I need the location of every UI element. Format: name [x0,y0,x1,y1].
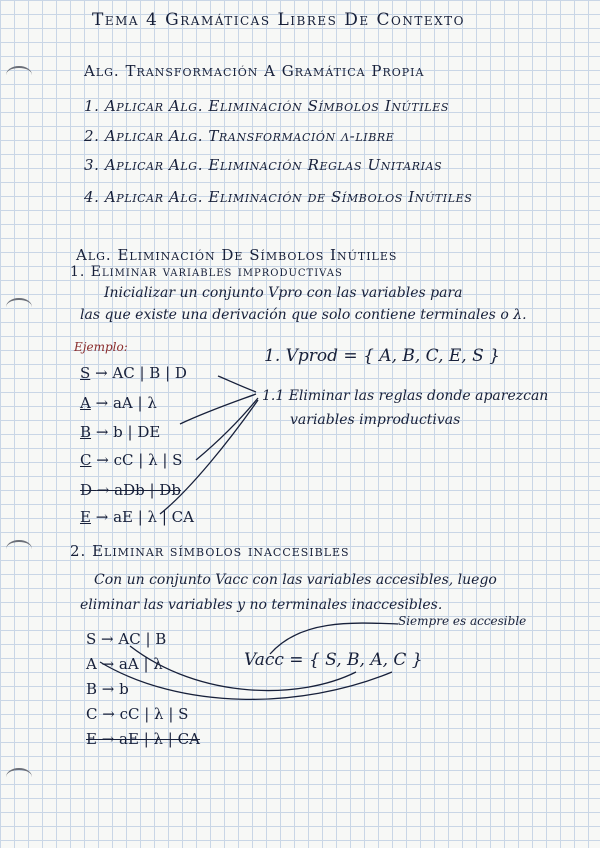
binder-hole-icon [6,768,32,786]
section1-step-1: 1. Aplicar Alg. Eliminación Símbolos Inútiles [84,97,449,115]
accessible-rule-c: C → cC | λ | S [86,705,189,723]
section2-heading: Alg. Eliminación De Símbolos Inútiles [76,246,398,264]
section3-description-line2: eliminar las variables y no terminales inaccesibles. [80,597,443,613]
rule-body: → b | DE [95,423,161,441]
rule-head: C [80,451,92,469]
rule-head: B [80,423,92,441]
page-title: Tema 4 Gramáticas Libres De Contexto [92,10,466,30]
section2-description-line2: las que existe una derivación que solo contiene terminales o λ. [80,307,527,323]
grammar-rule-a [80,394,157,412]
grammar-rule-s [80,364,187,382]
arrow-to-rule-s [218,376,256,392]
accessible-rule-a: A → aA | λ [86,655,163,673]
example-label: Ejemplo: [74,340,128,354]
note-line2: variables improductivas [290,412,461,428]
rule-body: → aDb | Db [96,481,181,499]
accessible-rule-s: S → AC | B [86,630,167,648]
rule-body: → AC | B | D [95,364,187,382]
binder-hole-icon [6,540,32,558]
vacc-set: Vacc = { S, B, A, C } [244,650,423,670]
rule-body: → aA | λ [95,394,157,412]
grammar-rule-d-struck [80,481,181,499]
section2-subheading: 1. Eliminar variables improductivas [70,264,343,280]
arrow-to-rule-c [196,398,258,460]
rule-head: E [80,508,91,526]
rule-head: A [80,394,91,412]
vprod-set: 1. Vprod = { A, B, C, E, S } [264,346,500,366]
rule-body: → aE | λ | CA [95,508,194,526]
binder-hole-icon [6,298,32,316]
section3-heading: 2. Eliminar símbolos inaccesibles [70,542,350,560]
arrow-to-rule-b [180,394,256,424]
binder-hole-icon [6,66,32,84]
grammar-rule-b [80,423,160,441]
rule-head: S [80,364,91,382]
section1-step-3: 3. Aplicar Alg. Eliminación Reglas Unitarias [84,156,443,174]
section2-description-line1: Inicializar un conjunto Vpro con las variables para [104,285,463,301]
rule-body: → cC | λ | S [96,451,183,469]
accessible-rule-b: B → b [86,680,129,698]
section1-step-4: 4. Aplicar Alg. Eliminación de Símbolos Inútiles [84,188,473,206]
section1-heading: Alg. Transformación A Gramática Propia [84,62,425,80]
section1-step-2: 2. Aplicar Alg. Transformación λ-libre [84,127,395,145]
grammar-rule-e [80,508,194,526]
accessible-rule-e-struck: E → aE | λ | CA [86,730,200,748]
section3-description-line1: Con un conjunto Vacc con las variables accesibles, luego [94,572,497,588]
accessible-annotation: Siempre es accesible [398,614,527,628]
grammar-rule-c [80,451,182,469]
note-line1: 1.1 Eliminar las reglas donde aparezcan [262,388,549,404]
rule-head: D [80,481,93,499]
